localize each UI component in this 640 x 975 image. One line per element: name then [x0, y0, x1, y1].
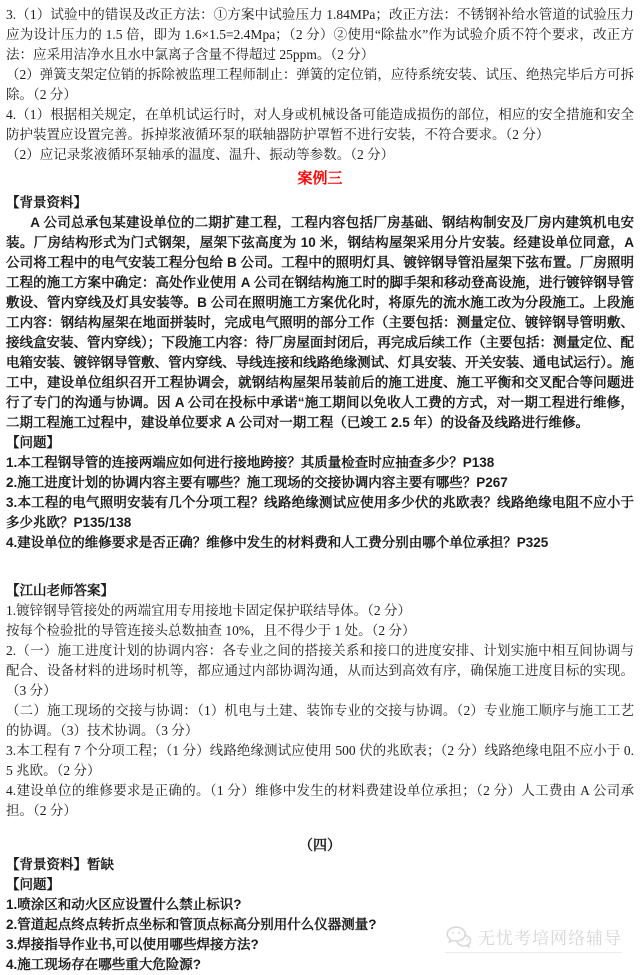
case4-background-label: 【背景资料】: [6, 857, 87, 872]
case3-answer: 2.（一）施工进度计划的协调内容：各专业之间的搭接关系和接口的进度安排、计划实施中相互间协调与配合、设备材料的进场时机等，都应通过内部协调沟通，从而达到高效有序，确保施工进度目标的实现。（3 分）: [6, 643, 634, 698]
case4-question: 2.管道起点终点转折点坐标和管顶点标高分别用什么仪器测量?: [6, 917, 377, 932]
case3-question: 4.建设单位的维修要求是否正确？维修中发生的材料费和人工费分别由哪个单位承担？P325: [6, 535, 549, 550]
case3-background-label: 【背景资料】: [6, 195, 87, 210]
wechat-icon: [445, 926, 472, 948]
watermark: [445, 924, 622, 953]
case3-answer: 1.镀锌钢导管接处的两端宜用专用接地卡固定保护联结导体。（2 分）: [6, 603, 411, 618]
case3-questions-label: 【问题】: [6, 435, 60, 450]
case4-question: 4.施工现场存在哪些重大危险源?: [6, 957, 202, 972]
case4-background-line: [6, 855, 634, 875]
watermark-text: 无忧考培网络辅导: [478, 929, 622, 948]
case4-background-status: 暂缺: [87, 857, 114, 872]
case3-answer: 3.本工程有 7 个分项工程；（1 分）线路绝缘测试应使用 500 伏的兆欧表；（2 分）线路绝缘电阻不应小于 0.5 兆欧。（2 分）: [6, 743, 634, 778]
case3-title: 案例三: [297, 170, 343, 187]
section-spacer: [6, 553, 634, 581]
prev-answer-paragraph: 4.（1）根据相关规定，在单机试运行时，对人身或机械设备可能造成损伤的部位，相应的安全措施和安全防护装置应设置完善。拆掉浆液循环泵的联轴器防护罩暂不进行安装，不符合要求。（2 分）: [6, 107, 634, 142]
case4-question: 1.喷涂区和动火区应设置什么禁止标识?: [6, 897, 242, 912]
case4-questions-label: 【问题】: [6, 877, 60, 892]
prev-answer-paragraph: （2）应记录浆液循环泵轴承的温度、温升、振动等参数。（2 分）: [6, 147, 395, 162]
case3-answer: 按每个检验批的导管连接头总数抽查 10%，且不得少于 1 处。（2 分）: [6, 623, 416, 638]
section-spacer: [6, 821, 634, 835]
case4-title: （四）: [299, 837, 341, 853]
case3-question: 2.施工进度计划的协调内容主要有哪些？施工现场的交接协调内容主要有哪些？P267: [6, 475, 508, 490]
case3-question: 3.本工程的电气照明安装有几个分项工程？线路绝缘测试应使用多少伏的兆欧表？线路绝缘电阻不应小于多少兆欧？P135/138: [6, 495, 634, 530]
prev-answer-paragraph: 3.（1）试验中的错误及改正方法：①方案中试验压力 1.84MPa；改正方法：不锈钢补给水管道的试验压力应为设计压力的 1.5 倍，即为 1.6×1.5=2.4Mpa；（2 分）②使用“除盐水”作为试验介质不符个要求，改正方法：应采用洁净水且水中氯离子含量不得超过 25ppm。（2 分）: [6, 7, 634, 62]
case4-question: 3.焊接指导作业书,可以使用哪些焊接方法?: [6, 937, 259, 952]
case3-question: 1.本工程钢导管的连接两端应如何进行接地跨接？其质量检查时应抽查多少？P138: [6, 455, 495, 470]
case3-background-text: A 公司总承包某建设单位的二期扩建工程，工程内容包括厂房基础、钢结构制安及厂房内建筑机电安装。厂房结构形式为门式钢架，屋架下弦高度为 10 米，钢结构屋架采用分片安装。经建设单位同意，A 公司将工程中的电气安装工程分包给 B 公司。工程中的照明灯具、镀锌钢导管沿屋架下弦布置。厂房照明工程的施工方案中确定：高处作业使用 A 公司在钢结构施工时的脚手架和移动登髙设施，进行镀锌钢导管敷设、管内穿线及灯具安装等。B 公司在照明施工方案优化时，将原先的流水施工改为分段施工。上段施工内容：钢结构屋架在地面拼装时，完成电气照明的部分工作（主要包括：测量定位、镀锌钢导管明敷、接线盒安装、管内穿线）；下段施工内容：待厂房屋面封闭后，再完成后续工作（主要包括：测量定位、配电箱安装、镀锌钢导管敷、管内穿线、导线连接和线路绝缘测试、灯具安装、开关安装、通电试运行）。施工中，建设单位组织召开工程协调会，就钢结构屋架吊装前后的施工进度、施工平衡和交叉配合等问题进行了专门的沟通与协调。因 A 公司在投标中承诺“施工期间以免收人工费的方式，对一期工程进行维修，二期工程施工过程中，建设单位要求 A 公司对一期工程（已竣工 2.5 年）的设备及线路进行维修。: [6, 215, 634, 430]
case3-answer: 4.建设单位的维修要求是正确的。（1 分）维修中发生的材料费建设单位承担；（2 分）人工费由 A 公司承担。（2 分）: [6, 783, 634, 818]
prev-answer-paragraph: （2）弹簧支架定位销的拆除被监理工程师制止：弹簧的定位销，应待系统安装、试压、绝热完毕后方可拆除。（2 分）: [6, 67, 634, 102]
case3-answer: （二）施工现场的交接与协调：（1）机电与土建、装饰专业的交接与协调。（2）专业施工顺序与施工工艺的协调。（3）技术协调。（3 分）: [6, 703, 634, 738]
case3-answers-label: 【江山老师答案】: [6, 583, 114, 598]
